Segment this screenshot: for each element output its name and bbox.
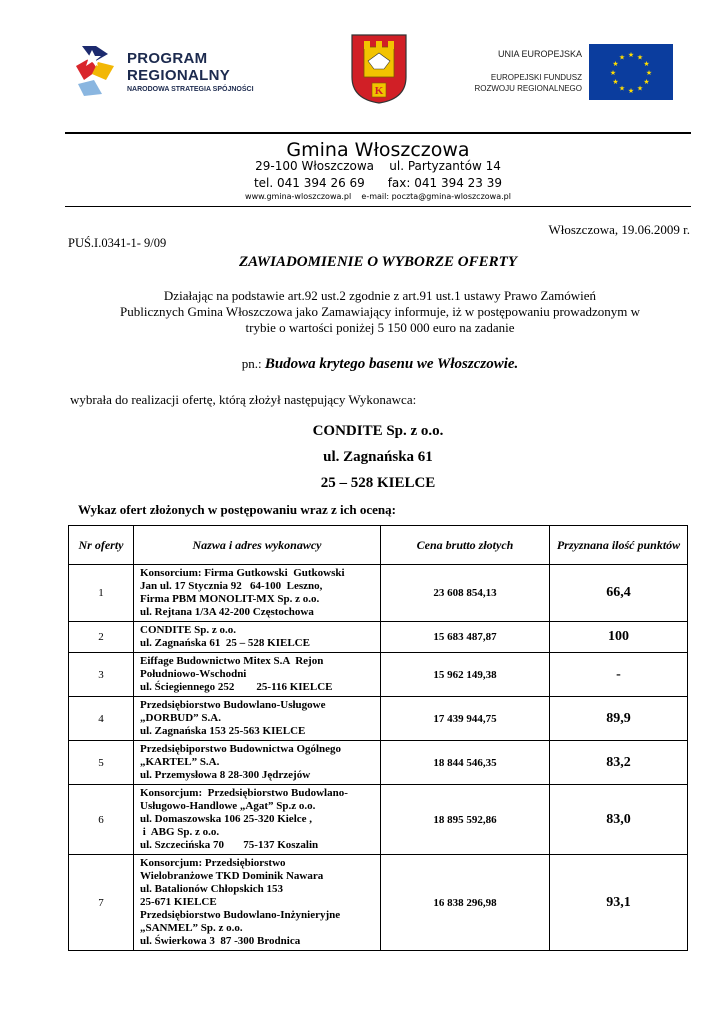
contractor-cell [134, 785, 381, 855]
offer-price: 15 683 487,87 [381, 622, 550, 653]
contractor-line: Firma PBM MONOLIT-MX Sp. z o.o. [140, 593, 320, 605]
contractor-line: „KARTEL” S.A. [140, 756, 220, 768]
subject-line [75, 356, 685, 373]
contractor-line: ul. Zagnańska 61 25 – 528 KIELCE [140, 637, 310, 649]
subject-title: Budowa krytego basenu we Włoszczowie. [264, 356, 519, 372]
offer-number: 3 [69, 653, 134, 697]
table-row [69, 622, 688, 653]
institution-web-email: www.gmina-wloszczowa.pl e-mail: poczta@gmina-wloszczowa.pl [245, 192, 511, 201]
contractor-line: i ABG Sp. z o.o. [140, 826, 220, 838]
contractor-cell [134, 697, 381, 741]
logo-line-1: PROGRAM [127, 50, 208, 67]
contractor-line: ul. Ściegiennego 252 25-116 KIELCE [140, 681, 333, 693]
offer-price: 15 962 149,38 [381, 653, 550, 697]
header-name: Nazwa i adres wykonawcy [134, 526, 381, 565]
contractor-line: „DORBUD” S.A. [140, 712, 221, 724]
offer-points: 83,2 [550, 741, 688, 785]
contractor-line: ul. Domaszowska 106 25-320 Kielce , [140, 813, 313, 825]
eu-fund-line-1: EUROPEJSKI FUNDUSZ [490, 73, 582, 82]
table-row [69, 653, 688, 697]
winner-city: 25 – 528 KIELCE [320, 475, 436, 491]
header-rule-bottom [65, 206, 691, 207]
document-signature: PUŚ.I.0341-1- 9/09 [68, 236, 167, 250]
svg-text:★: ★ [645, 69, 653, 77]
offers-list-title: Wykaz ofert złożonych w postępowaniu wraz z ich oceną: [78, 502, 396, 517]
offer-points: 89,9 [550, 697, 688, 741]
contractor-cell [134, 741, 381, 785]
contractor-line: Jan ul. 17 Stycznia 92 64-100 Leszno, [140, 580, 323, 592]
table-row [69, 565, 688, 622]
contractor-line: Przedsiębiorstwo Budowlano-Usługowe [140, 699, 326, 711]
intro-line-1: Działając na podstawie art.92 ust.2 zgodnie z art.91 ust.1 ustawy Prawo Zamówień [163, 288, 597, 303]
eu-title: UNIA EUROPEJSKA [497, 49, 582, 59]
eu-label [460, 48, 582, 94]
svg-text:★: ★ [643, 78, 650, 86]
stars-logo-icon [72, 40, 118, 98]
contractor-cell [134, 565, 381, 622]
offer-number: 7 [69, 855, 134, 951]
svg-text:★: ★ [627, 51, 635, 59]
svg-text:★: ★ [618, 53, 626, 62]
contractor-line: ul. Batalionów Chłopskich 153 [140, 883, 284, 895]
logo-line-2: REGIONALNY [127, 67, 231, 84]
svg-text:★: ★ [636, 53, 644, 62]
offer-points: 66,4 [550, 565, 688, 622]
table-row [69, 855, 688, 951]
table-row [69, 697, 688, 741]
intro-line-2: Publicznych Gmina Włoszczowa jako Zamawiający informuje, iż w postępowaniu prowadzonym w [120, 304, 640, 319]
institution-name: Gmina Włoszczowa [286, 139, 470, 161]
logo-line-3: NARODOWA STRATEGIA SPÓJNOŚCI [127, 86, 254, 93]
eu-flag-icon [589, 44, 673, 100]
contractor-cell [134, 653, 381, 697]
document-title: ZAWIADOMIENIE O WYBORZE OFERTY [239, 254, 517, 270]
offers-table-body [69, 565, 688, 951]
offer-number: 4 [69, 697, 134, 741]
intro-paragraph [75, 288, 685, 336]
header-points: Przyznana ilość punktów [550, 526, 688, 565]
offer-price: 23 608 854,13 [381, 565, 550, 622]
offer-number: 6 [69, 785, 134, 855]
contractor-line: Konsorcium: Firma Gutkowski Gutkowski [140, 567, 345, 579]
coat-of-arms-icon [350, 33, 408, 105]
header-price: Cena brutto złotych [381, 526, 550, 565]
contractor-line: Przedsiębiorstwo Budowlano-Inżynieryjne [140, 909, 341, 921]
svg-text:★: ★ [636, 84, 644, 93]
contractor-cell [134, 855, 381, 951]
table-row [69, 785, 688, 855]
offer-points: - [550, 653, 688, 697]
offer-price: 17 439 944,75 [381, 697, 550, 741]
offer-price: 18 895 592,86 [381, 785, 550, 855]
winner-street: ul. Zagnańska 61 [323, 449, 433, 465]
offers-table-header [69, 526, 688, 565]
eu-fund-line-2: ROZWOJU REGIONALNEGO [474, 84, 582, 93]
contractor-line: Przedsiębiporstwo Budownictwa Ogólnego [140, 743, 342, 755]
header-rule-top [65, 132, 691, 134]
subject-prefix: pn.: [241, 356, 265, 371]
svg-text:★: ★ [643, 60, 650, 68]
selection-text: wybrała do realizacji ofertę, którą złożył następujący Wykonawca: [70, 392, 417, 407]
institution-phones: tel. 041 394 26 69 fax: 041 394 23 39 [253, 176, 503, 190]
contractor-line: CONDITE Sp. z o.o. [140, 624, 236, 636]
contractor-line: Wielobranżowe TKD Dominik Nawara [140, 870, 324, 882]
program-regionalny-logo [72, 38, 272, 102]
svg-text:★: ★ [609, 69, 617, 77]
winner-name: CONDITE Sp. z o.o. [312, 423, 444, 439]
contractor-line: Południowo-Wschodni [140, 668, 247, 680]
offers-table [68, 525, 688, 951]
contractor-line: Konsorcjum: Przedsiębiorstwo Budowlano- [140, 787, 348, 799]
document-date: Włoszczowa, 19.06.2009 r. [548, 222, 690, 237]
crest-letter: K [374, 85, 384, 97]
contractor-line: Eiffage Budownictwo Mitex S.A Rejon [140, 655, 324, 667]
contractor-line: Konsorcjum: Przedsiębiorstwo [140, 857, 286, 869]
svg-text:★: ★ [612, 60, 619, 68]
contractor-line: ul. Świerkowa 3 87 -300 Brodnica [140, 935, 301, 947]
institution-address: 29-100 Włoszczowa ul. Partyzantów 14 [255, 159, 501, 173]
contractor-cell [134, 622, 381, 653]
svg-text:★: ★ [627, 87, 635, 95]
offer-points: 83,0 [550, 785, 688, 855]
header-nr: Nr oferty [69, 526, 134, 565]
table-row [69, 741, 688, 785]
contractor-line: ul. Zagnańska 153 25-563 KIELCE [140, 725, 306, 737]
offer-number: 1 [69, 565, 134, 622]
intro-line-3: trybie o wartości poniżej 5 150 000 euro na zadanie [245, 320, 515, 335]
contractor-line: ul. Szczecińska 70 75-137 Koszalin [140, 839, 319, 851]
svg-text:★: ★ [612, 78, 619, 86]
offer-price: 16 838 296,98 [381, 855, 550, 951]
svg-text:★: ★ [618, 84, 626, 93]
contractor-line: Usługowo-Handlowe „Agat” Sp.z o.o. [140, 800, 316, 812]
offer-points: 93,1 [550, 855, 688, 951]
offer-price: 18 844 546,35 [381, 741, 550, 785]
contractor-line: „SANMEL” Sp. z o.o. [140, 922, 243, 934]
contractor-line: ul. Przemysłowa 8 28-300 Jędrzejów [140, 769, 311, 781]
offer-number: 5 [69, 741, 134, 785]
contractor-line: 25-671 KIELCE [140, 896, 217, 908]
offer-number: 2 [69, 622, 134, 653]
contractor-line: ul. Rejtana 1/3A 42-200 Częstochowa [140, 606, 314, 618]
offer-points: 100 [550, 622, 688, 653]
